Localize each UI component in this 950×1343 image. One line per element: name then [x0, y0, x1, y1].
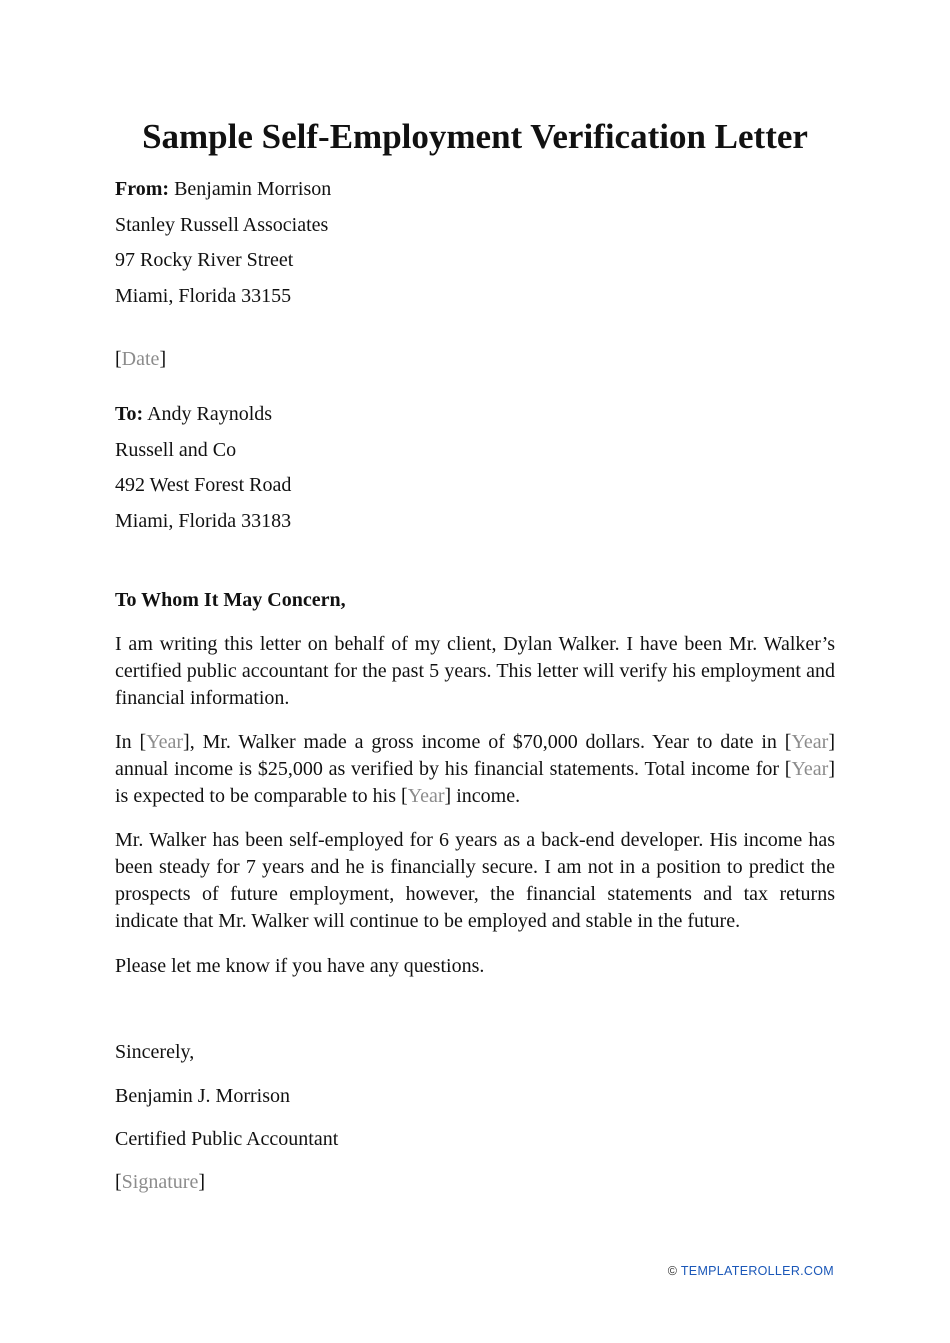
bracket-close: ] — [159, 348, 167, 370]
salutation: To Whom It May Concern, — [115, 589, 346, 611]
sender-name-line — [115, 172, 835, 208]
bracket-open: [ — [401, 785, 408, 807]
sender-company: Stanley Russell Associates — [115, 213, 329, 236]
bracket-open: [ — [139, 731, 147, 753]
bracket-close: ] — [828, 758, 835, 780]
closing: Sincerely, — [115, 1041, 195, 1063]
recipient-street: 492 West Forest Road — [115, 474, 292, 496]
income-text: , Mr. Walker made a gross income of $70,000 dollars. Year to date in — [189, 731, 785, 753]
paragraph-employment: Mr. Walker has been self-employed for 6 years as a back-end developer. His income has been steady for 7 years and he is financially secure. I am not in a position to predict the prospects of future employment, however, the financial statements and tax returns indicate that Mr. Walker will continue to be employed and stable in the future. — [115, 829, 835, 932]
signature-line — [115, 1169, 205, 1196]
income-text: In — [115, 731, 140, 753]
income-text: income. — [451, 785, 521, 807]
bracket-close: ] — [198, 1171, 205, 1193]
footer-credit — [668, 1264, 834, 1278]
date-line — [115, 342, 835, 378]
sender-name: Benjamin Morrison — [174, 178, 332, 200]
date-block — [115, 342, 835, 378]
copyright-icon: © — [667, 1264, 678, 1278]
recipient-name-line — [115, 397, 835, 433]
year-placeholder[interactable]: Year — [407, 785, 445, 807]
year-placeholder[interactable]: Year — [146, 731, 184, 753]
sender-street: 97 Rocky River Street — [115, 249, 294, 271]
year-placeholder[interactable]: Year — [791, 731, 829, 753]
sender-city: Miami, Florida 33155 — [115, 284, 292, 307]
recipient-city: Miami, Florida 33183 — [115, 509, 292, 532]
paragraph-questions: Please let me know if you have any questions. — [115, 955, 485, 977]
bracket-open: [ — [115, 348, 122, 370]
signature-placeholder[interactable]: Signature — [121, 1171, 199, 1193]
footer-link[interactable]: TEMPLATEROLLER.COM — [680, 1264, 834, 1278]
signer-title: Certified Public Accountant — [115, 1128, 339, 1150]
recipient-name: Andy Raynolds — [147, 403, 273, 425]
recipient-label: To: — [115, 403, 144, 425]
date-placeholder[interactable]: Date — [121, 348, 160, 370]
year-placeholder[interactable]: Year — [791, 758, 829, 780]
income-text: annual income is $25,000 as verified by his financial statements. Total income for — [115, 758, 785, 780]
income-text: is expected to be comparable to his — [115, 785, 402, 807]
page-title: Sample Self-Employment Verification Letter — [142, 117, 808, 156]
bracket-close: ] — [444, 785, 452, 807]
bracket-open: [ — [784, 731, 792, 753]
bracket-open: [ — [115, 1171, 122, 1193]
paragraph-income — [115, 729, 835, 810]
signer-name: Benjamin J. Morrison — [115, 1085, 290, 1107]
sender-block — [115, 172, 835, 314]
bracket-close: ] — [828, 731, 835, 753]
bracket-open: [ — [784, 758, 792, 780]
recipient-block — [115, 397, 835, 539]
bracket-close: ] — [183, 731, 190, 753]
sender-label: From: — [115, 178, 170, 200]
paragraph-intro: I am writing this letter on behalf of my client, Dylan Walker. I have been Mr. Walker’s certified public accountant for the past 5 years. This letter will verify his employment and financial information. — [115, 633, 835, 709]
recipient-company: Russell and Co — [115, 438, 237, 461]
